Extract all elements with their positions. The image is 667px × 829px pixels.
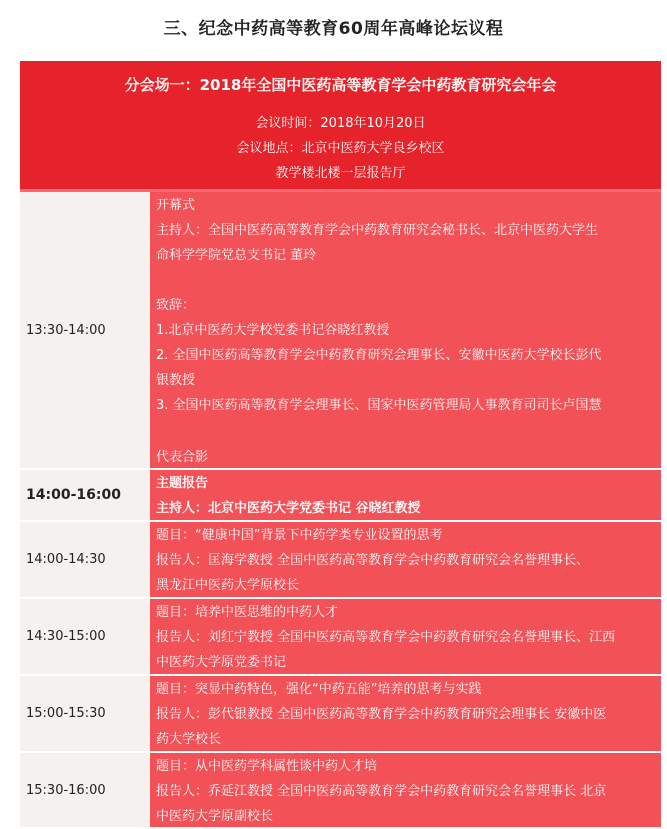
content-line: 题目：培养中医思维的中药人才 (156, 605, 339, 620)
table-row (20, 192, 661, 468)
content-line: 主持人：北京中医药大学党委书记 谷晓红教授 (156, 501, 421, 516)
content-line: 报告人：乔延江教授 全国中医药高等教育学会中药教育研究会名誉理事长 北京 (156, 784, 607, 799)
content-line: 开幕式 (156, 198, 196, 213)
content-line: 1.北京中医药大学校党委书记谷晓红教授 (156, 323, 390, 338)
content-line: 报告人：刘红宁教授 全国中医药高等教育学会中药教育研究会名誉理事长、江西 (156, 630, 616, 645)
content-line: 药大学校长 (156, 732, 222, 747)
content-line: 银教授 (156, 373, 196, 388)
row-time: 14:00-14:30 (20, 522, 150, 597)
table-row (20, 470, 661, 520)
content-line: 命科学学院党总支书记 董玲 (156, 248, 317, 263)
row-time: 14:00-16:00 (20, 470, 150, 520)
content-line: 主题报告 (156, 476, 209, 491)
content-line: 3. 全国中医药高等教育学会理事长、国家中医药管理局人事教育司司长卢国慧 (156, 398, 602, 413)
row-time: 15:30-16:00 (20, 753, 150, 827)
content-line: 报告人：匡海学教授 全国中医药高等教育学会中药教育研究会名誉理事长、 (156, 553, 590, 568)
session-title: 分会场一：2018年全国中医药高等教育学会中药教育研究会年会 (124, 76, 557, 94)
content-line: 中医药大学原副校长 (156, 809, 274, 824)
row-time: 13:30-14:00 (20, 192, 150, 468)
table-row (20, 753, 661, 827)
session-place: 会议地点：北京中医药大学良乡校区 (236, 141, 445, 156)
row-time: 14:30-15:00 (20, 599, 150, 674)
row-time: 15:00-15:30 (20, 676, 150, 751)
content-blank (156, 268, 655, 293)
session-room: 教学楼北楼一层报告厅 (275, 166, 406, 181)
row-content (150, 753, 661, 827)
session-time: 会议时间：2018年10月20日 (255, 116, 426, 131)
content-line: 2. 全国中医药高等教育学会中药教育研究会理事长、安徽中医药大学校长彭代 (156, 348, 602, 363)
row-content (150, 676, 661, 751)
content-blank (156, 418, 655, 445)
content-line: 报告人：彭代银教授 全国中医药高等教育学会中药教育研究会理事长 安徽中医 (156, 707, 607, 722)
row-content (150, 192, 661, 468)
session-header (20, 61, 661, 189)
content-line: 题目：从中医药学科属性谈中药人才培 (156, 759, 378, 774)
content-line: 中医药大学原党委书记 (156, 655, 287, 670)
table-row (20, 676, 661, 751)
content-line: 题目：“健康中国”背景下中药学类专业设置的思考 (156, 528, 443, 543)
page-title: 三、纪念中药高等教育60周年高峰论坛议程 (163, 19, 504, 39)
row-content (150, 522, 661, 597)
content-line: 代表合影 (156, 450, 209, 465)
content-line: 黑龙江中医药大学原校长 (156, 578, 300, 593)
agenda-table (20, 61, 661, 827)
content-line: 主持人：全国中医药高等教育学会中药教育研究会秘书长、北京中医药大学生 (156, 223, 599, 238)
row-content (150, 470, 661, 520)
content-line: 致辞： (156, 298, 196, 313)
table-row (20, 522, 661, 597)
row-content (150, 599, 661, 674)
content-line: 题目：突显中药特色，强化“中药五能”培养的思考与实践 (156, 682, 482, 697)
table-row (20, 599, 661, 674)
